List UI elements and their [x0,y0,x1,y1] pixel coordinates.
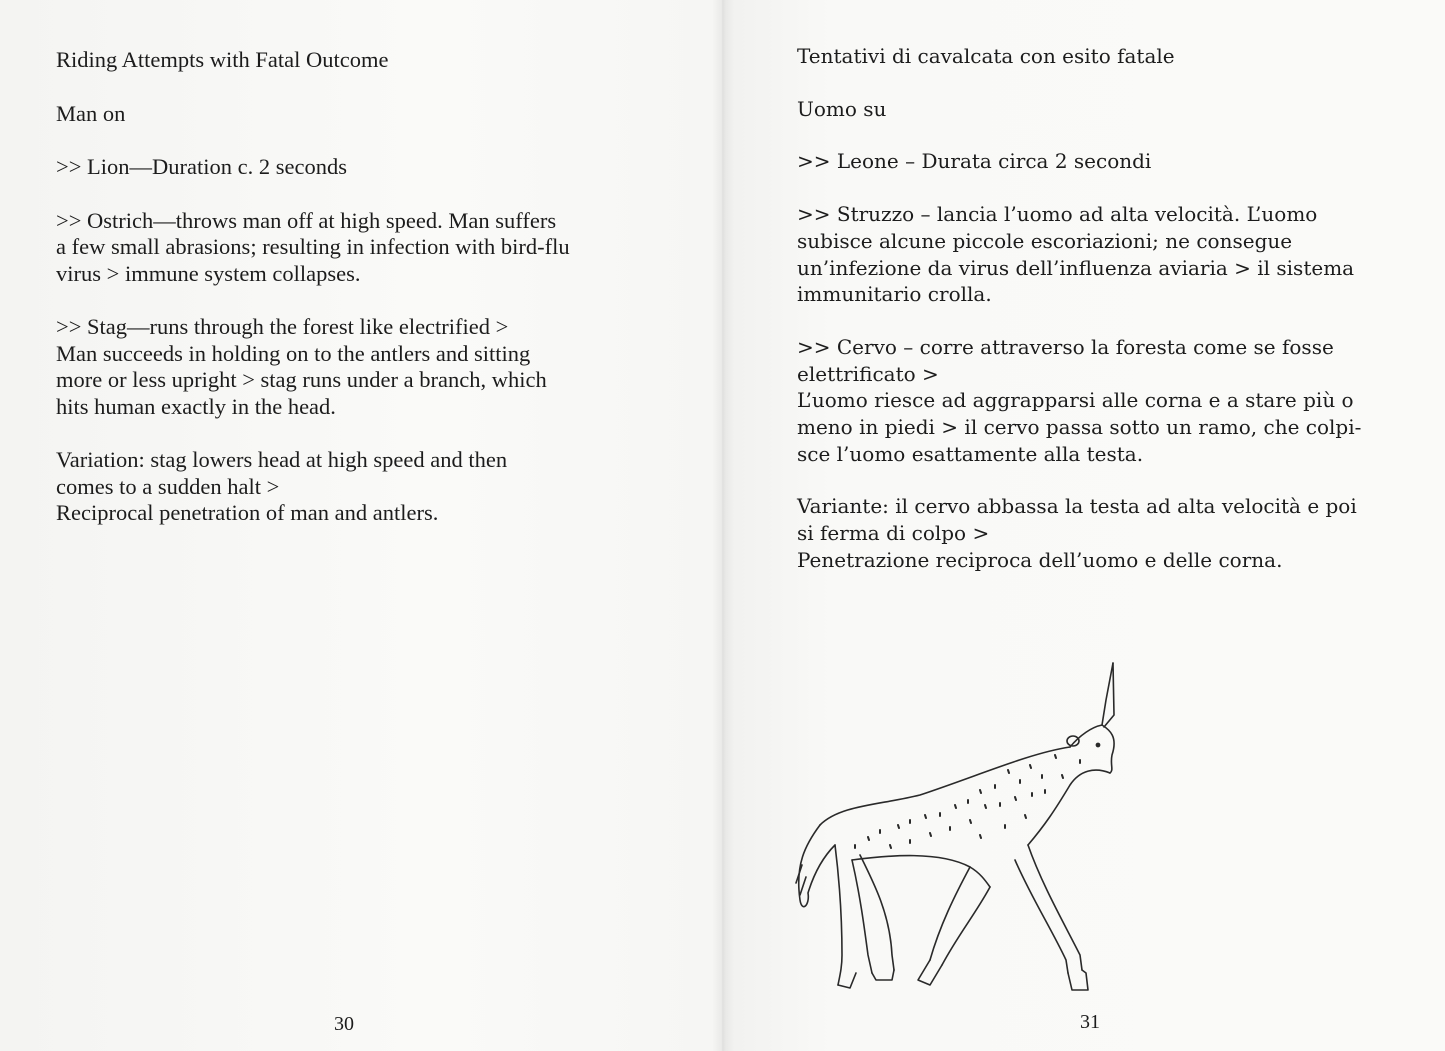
right-paragraph-leone: >> Leone – Durata circa 2 secondi [797,149,1152,174]
left-paragraph-ostrich: >> Ostrich—throws man off at high speed. Man suffers a few small abrasions; resulting in infection with bird-flu virus > immune system collapses. [56,207,570,286]
left-page [0,0,722,1051]
right-page-number: 31 [1080,1011,1100,1033]
left-paragraph-stag: >> Stag—runs through the forest like electrified > Man succeeds in holding on to the antlers and sitting more or less upright > stag runs under a branch, which hits human exactly in the head. [56,314,547,419]
right-paragraph-variante: Variante: il cervo abbassa la testa ad alta velocità e poi si ferma di colpo > Penetrazione reciproca dell’uomo e delle corna. [797,494,1357,572]
right-page-text [797,43,1417,600]
right-paragraph-struzzo: >> Struzzo – lancia l’uomo ad alta velocità. L’uomo subisce alcune piccole escoriazioni; ne consegue un’infezione da virus dell’influenza aviaria > il sistema immunitario crolla. [797,202,1355,307]
left-paragraph-lion: >> Lion—Duration c. 2 seconds [56,154,347,179]
left-page-number: 30 [334,1013,354,1035]
left-paragraph-variation: Variation: stag lowers head at high speed and then comes to a sudden halt > Reciprocal penetration of man and antlers. [56,447,508,525]
right-paragraph-cervo: >> Cervo – corre attraverso la foresta come se fosse elettrificato > L’uomo riesce ad aggrapparsi alle corna e a stare più o meno in piedi > il cervo passa sotto un ramo, che colpi- sce l’uomo esattamente alla testa. [797,334,1362,466]
one-horned-spotted-animal-sketch-icon [780,655,1130,1000]
gutter-shadow [712,0,734,1051]
left-page-text [56,47,676,554]
left-intro: Man on [56,100,126,126]
right-intro: Uomo su [797,96,887,121]
right-title: Tentativi di cavalcata con esito fatale [797,44,1175,68]
left-title: Riding Attempts with Fatal Outcome [56,47,389,72]
